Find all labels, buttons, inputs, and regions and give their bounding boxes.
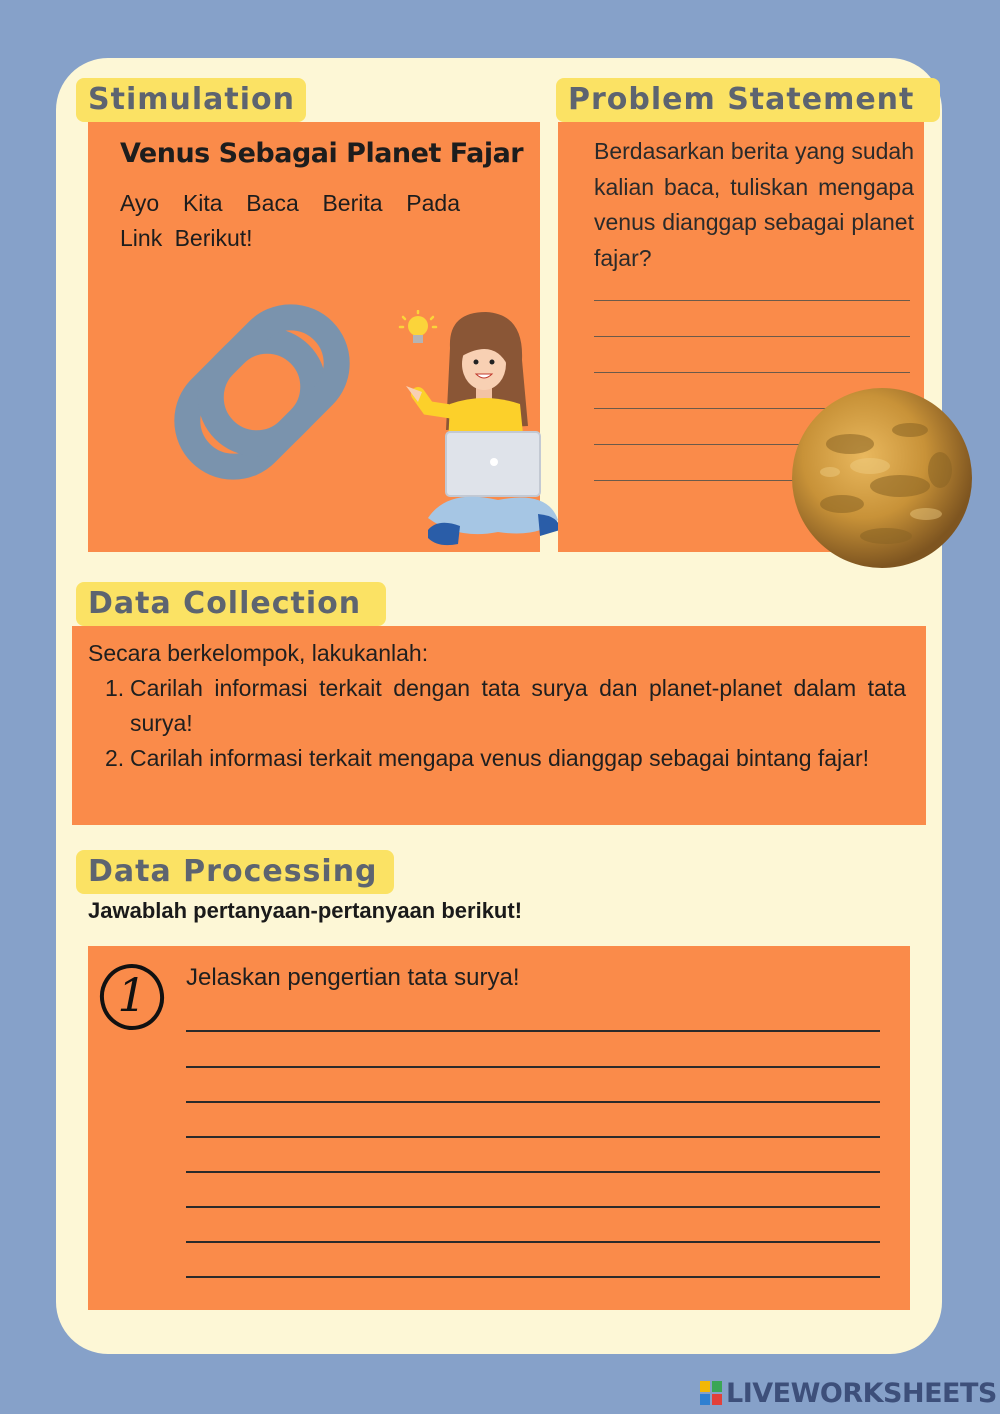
answer-line xyxy=(186,1030,880,1032)
answer-line xyxy=(594,300,910,301)
list-number: 2. xyxy=(105,745,125,771)
answer-line xyxy=(186,1066,880,1068)
question-panel xyxy=(88,946,910,1310)
liveworksheets-logo-icon xyxy=(700,1381,722,1405)
question-number: 1 xyxy=(117,968,147,1022)
list-text: Carilah informasi terkait mengapa venus dianggap sebagai bintang fajar! xyxy=(130,745,870,771)
list-number: 1. xyxy=(105,675,125,701)
brand-wordmark[interactable]: LIVEWORKSHEETS xyxy=(726,1378,997,1409)
list-text: Carilah informasi terkait dengan tata surya dan planet-planet dalam tata surya! xyxy=(130,675,906,736)
question-number-badge xyxy=(98,962,166,1032)
answer-line xyxy=(186,1276,880,1278)
data-processing-tag: Data Processing xyxy=(76,850,394,894)
answer-line xyxy=(186,1136,880,1138)
stimulation-tag: Stimulation xyxy=(76,78,306,122)
data-collection-intro: Secara berkelompok, lakukanlah: xyxy=(88,640,429,666)
data-processing-subtitle: Jawablah pertanyaan-pertanyaan berikut! xyxy=(88,898,523,923)
list-item xyxy=(88,671,906,741)
answer-line xyxy=(594,336,910,337)
answer-line xyxy=(186,1206,880,1208)
stimulation-panel xyxy=(88,122,540,552)
answer-line xyxy=(186,1171,880,1173)
data-collection-panel xyxy=(72,626,926,825)
chain-link-icon[interactable] xyxy=(154,282,384,512)
problem-statement-text: Berdasarkan berita yang sudah kalian baca, tuliskan mengapa venus dianggap sebagai planet fajar? xyxy=(594,138,914,271)
stimulation-text: Ayo Kita Baca Berita Pada Link Berikut! xyxy=(120,190,460,251)
answer-line xyxy=(186,1101,880,1103)
data-collection-tag: Data Collection xyxy=(76,582,386,626)
problem-statement-tag: Problem Statement xyxy=(556,78,940,122)
stimulation-title: Venus Sebagai Planet Fajar xyxy=(120,138,524,169)
answer-line xyxy=(594,372,910,373)
question-text: Jelaskan pengertian tata surya! xyxy=(186,964,520,991)
answer-line xyxy=(186,1241,880,1243)
girl-with-laptop-illustration xyxy=(388,308,568,558)
venus-planet-image xyxy=(790,386,974,570)
list-item xyxy=(88,741,906,776)
